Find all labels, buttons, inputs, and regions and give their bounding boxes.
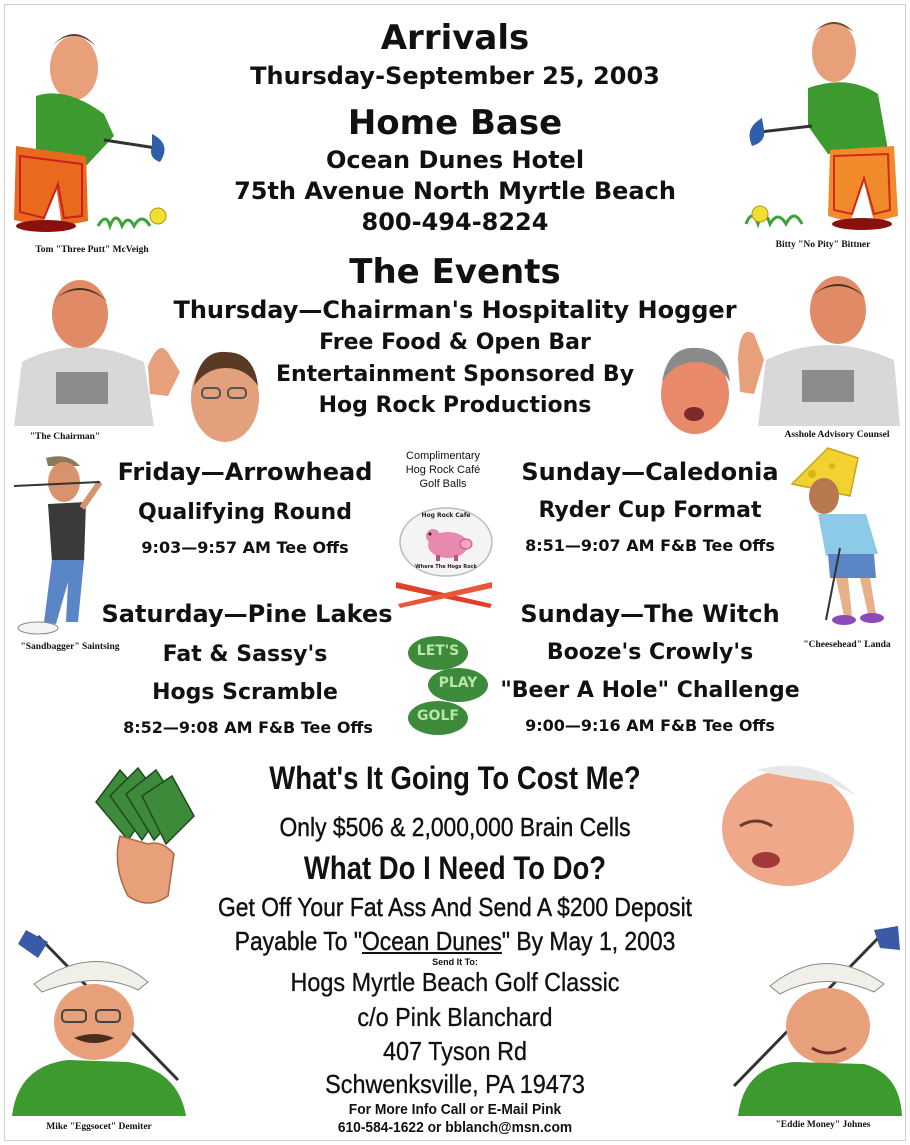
face-photo-icon <box>732 272 904 428</box>
caption-top-left: Tom "Three Putt" McVeigh <box>35 245 149 255</box>
info-line1: For More Info Call or E-Mail Pink <box>348 1101 562 1118</box>
thursday-heading: Thursday—Chairman's Hospitality Hogger <box>173 296 737 324</box>
golf-balls-note-2: Hog Rock Café <box>405 464 481 476</box>
ball-logo-top: Hog Rock Cafe <box>421 512 471 519</box>
mailing-line1: Hogs Myrtle Beach Golf Classic <box>290 967 620 997</box>
face-photo-icon <box>656 344 734 436</box>
info-line2: 610-584-1622 or bblanch@msn.com <box>337 1119 573 1136</box>
money-stack-icon <box>92 766 198 912</box>
caption-bottom-left: Mike "Eggsocet" Demiter <box>46 1122 152 1132</box>
hotel-phone: 800-494-8224 <box>361 208 549 236</box>
caption-top-right: Bitty "No Pity" Bittner <box>775 240 871 250</box>
sunday2-tee: 9:00—9:16 AM F&B Tee Offs <box>525 716 775 735</box>
thursday-line1: Free Food & Open Bar <box>319 330 591 355</box>
thursday-line2: Entertainment Sponsored By <box>275 362 635 387</box>
todo-payee: Ocean Dunes <box>361 926 502 956</box>
todo-line1: Get Off Your Fat Ass And Send A $200 Deposit <box>217 892 693 922</box>
arrivals-date: Thursday-September 25, 2003 <box>250 62 660 90</box>
golfer-figure-icon <box>724 926 904 1116</box>
caption-sandbagger: "Sandbagger" Saintsing <box>20 642 120 652</box>
golf-balls-note-3: Golf Balls <box>419 478 467 490</box>
saturday-heading: Saturday—Pine Lakes <box>101 600 393 628</box>
ball-logo-bottom: Where The Hogs Rock <box>415 564 477 570</box>
home-base-title: Home Base <box>347 103 563 143</box>
face-photo-icon <box>8 276 186 428</box>
sunday1-heading: Sunday—Caledonia <box>521 458 779 486</box>
friday-line1: Qualifying Round <box>138 500 352 525</box>
saturday-line2: Hogs Scramble <box>152 680 338 705</box>
sunday2-line2: "Beer A Hole" Challenge <box>500 678 800 703</box>
hotel-name: Ocean Dunes Hotel <box>325 146 585 174</box>
send-to-label: Send It To: <box>432 957 478 967</box>
events-title: The Events <box>349 252 561 292</box>
saturday-tee: 8:52—9:08 AM F&B Tee Offs <box>123 718 373 737</box>
golfer-figure-icon <box>788 444 904 630</box>
todo-line2-post: " By May 1, 2003 <box>501 926 676 956</box>
mailing-line4: Schwenksville, PA 19473 <box>325 1069 585 1099</box>
face-photo-icon <box>186 346 264 444</box>
mailing-line2: c/o Pink Blanchard <box>357 1002 553 1032</box>
caption-bottom-right: "Eddie Money" Johnes <box>775 1120 871 1130</box>
caption-cheesehead: "Cheesehead" Landa <box>803 640 891 650</box>
todo-question: What Do I Need To Do? <box>303 850 607 886</box>
sunday2-heading: Sunday—The Witch <box>520 600 780 628</box>
arrivals-title: Arrivals <box>380 18 530 58</box>
lets-label: LET'S <box>416 643 460 659</box>
saturday-line1: Fat & Sassy's <box>162 642 328 667</box>
sunday1-tee: 8:51—9:07 AM F&B Tee Offs <box>525 536 775 555</box>
face-photo-icon <box>716 756 864 890</box>
thursday-line3: Hog Rock Productions <box>318 393 592 418</box>
caption-advisory: Asshole Advisory Counsel <box>784 430 890 440</box>
todo-line2-pre: Payable To " <box>234 926 362 956</box>
play-label: PLAY <box>438 675 478 691</box>
golf-ball-logo-icon <box>398 506 494 578</box>
golfer-figure-icon <box>8 930 194 1116</box>
cost-question: What's It Going To Cost Me? <box>269 760 641 796</box>
golf-label: GOLF <box>417 708 459 724</box>
friday-heading: Friday—Arrowhead <box>117 458 373 486</box>
friday-tee: 9:03—9:57 AM Tee Offs <box>141 538 349 557</box>
golf-balls-note-1: Complimentary <box>406 450 480 462</box>
cost-answer: Only $506 & 2,000,000 Brain Cells <box>279 812 631 842</box>
golfer-figure-icon <box>738 10 904 236</box>
hotel-address: 75th Avenue North Myrtle Beach <box>234 177 676 205</box>
mailing-line3: 407 Tyson Rd <box>383 1036 527 1066</box>
golfer-figure-icon <box>6 16 176 236</box>
caption-chairman: "The Chairman" <box>29 432 101 442</box>
sunday2-line1: Booze's Crowly's <box>546 640 754 665</box>
golfer-figure-icon <box>8 452 108 636</box>
sunday1-line1: Ryder Cup Format <box>538 498 762 523</box>
lets-play-golf-badge-icon <box>404 634 504 740</box>
